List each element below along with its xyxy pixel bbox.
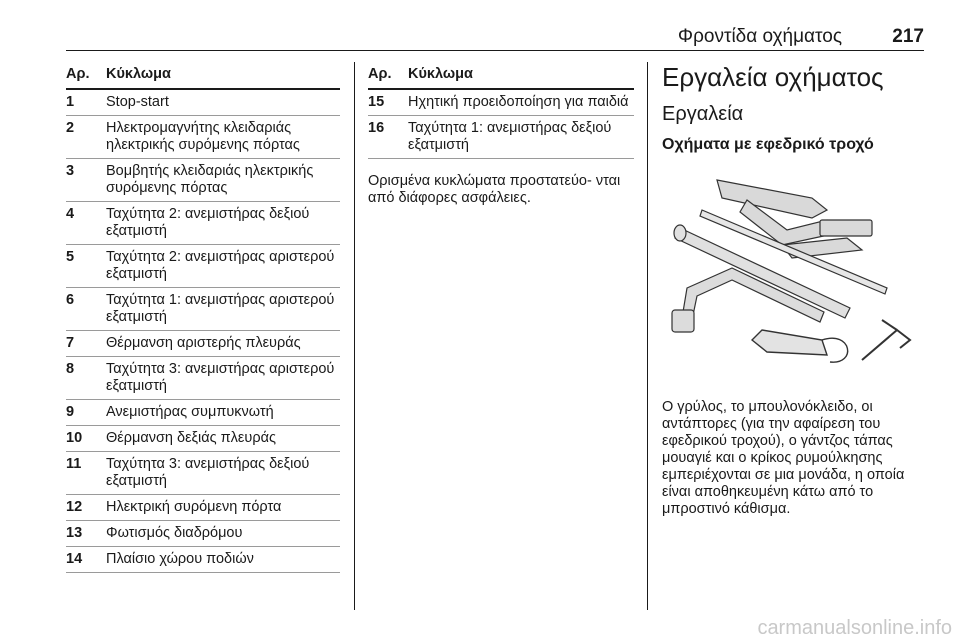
- fuse-number: 5: [66, 249, 75, 265]
- table-row: [66, 495, 340, 521]
- fuse-number: 11: [66, 456, 82, 472]
- circuit-description: Θέρμανση αριστερής πλευράς: [106, 335, 301, 351]
- table-header: [66, 66, 340, 90]
- circuit-description: Stop-start: [106, 94, 169, 110]
- circuit-description: Ηλεκτρική συρόμενη πόρτα: [106, 499, 282, 515]
- table-row: [66, 521, 340, 547]
- fuse-number: 10: [66, 430, 83, 446]
- fuse-number: 14: [66, 551, 83, 567]
- page-header: [66, 26, 924, 51]
- circuit-description: Θέρμανση δεξιάς πλευράς: [106, 430, 276, 446]
- circuit-description: Ταχύτητα 3: ανεμιστήρας δεξιού εξατμιστή: [106, 456, 310, 489]
- fuse-number: 4: [66, 206, 75, 222]
- table-row: [66, 90, 340, 116]
- fuse-number: 3: [66, 163, 75, 179]
- table-row: [66, 331, 340, 357]
- fuse-number: 16: [368, 120, 385, 136]
- circuit-description: Φωτισμός διαδρόμου: [106, 525, 243, 541]
- circuit-description: Ταχύτητα 3: ανεμιστήρας αριστερού εξατμιστή: [106, 361, 335, 394]
- table-row: [66, 426, 340, 452]
- circuit-description: Ηχητική προειδοποίηση για παιδιά: [408, 94, 629, 110]
- fuse-number: 7: [66, 335, 75, 351]
- col-header-circuit: Κύκλωμα: [106, 66, 171, 82]
- vehicle-tools-illustration: [662, 170, 924, 380]
- section-title: Εργαλεία οχήματος: [662, 62, 884, 92]
- table-row: [66, 452, 340, 495]
- tools-section: [662, 62, 924, 518]
- column-divider-2: [647, 62, 648, 610]
- page-number: 217: [892, 26, 924, 47]
- fuse-note: Ορισμένα κυκλώματα προστατεύο- νται από διάφορες ασφάλειες.: [368, 173, 621, 206]
- table-row: [368, 116, 634, 159]
- col-header-circuit: Κύκλωμα: [408, 66, 473, 82]
- circuit-description: Πλαίσιο χώρου ποδιών: [106, 551, 254, 567]
- col-header-num: Αρ.: [66, 66, 90, 82]
- table-row: [66, 116, 340, 159]
- table-row: [66, 357, 340, 400]
- watermark: carmanualsonline.info: [757, 617, 952, 639]
- circuit-description: Ταχύτητα 2: ανεμιστήρας αριστερού εξατμιστή: [106, 249, 335, 282]
- table-header: [368, 66, 634, 90]
- section-subsubtitle: Οχήματα με εφεδρικό τροχό: [662, 136, 874, 153]
- section-subtitle: Εργαλεία: [662, 103, 744, 125]
- table-row: [66, 159, 340, 202]
- circuit-description: Ταχύτητα 1: ανεμιστήρας αριστερού εξατμιστή: [106, 292, 335, 325]
- fuse-number: 2: [66, 120, 75, 136]
- tools-caption: Ο γρύλος, το μπουλονόκλειδο, οι αντάπτορες (για την αφαίρεση του εφεδρικού τροχού), ο γάντζος τάπας μουαγιέ και ο κρίκος ρυμούλκησης εμπεριέχονται σε μια μονάδα, η οποία είναι αποθηκευμένη κάτω από το μπροστινό κάθισμα.: [662, 399, 905, 517]
- table-row: [66, 547, 340, 573]
- fuse-number: 15: [368, 94, 385, 110]
- circuit-description: Ηλεκτρομαγνήτης κλειδαριάς ηλεκτρικής συρόμενης πόρτας: [106, 120, 300, 153]
- circuit-description: Ταχύτητα 1: ανεμιστήρας δεξιού εξατμιστή: [408, 120, 612, 153]
- fuse-number: 8: [66, 361, 75, 377]
- fuse-number: 9: [66, 404, 75, 420]
- fuse-number: 6: [66, 292, 75, 308]
- table-row: [66, 245, 340, 288]
- fuse-table-2: [368, 66, 634, 207]
- fuse-number: 1: [66, 94, 75, 110]
- fuse-number: 12: [66, 499, 83, 515]
- fuse-number: 13: [66, 525, 83, 541]
- circuit-description: Ανεμιστήρας συμπυκνωτή: [106, 404, 274, 420]
- circuit-description: Βομβητής κλειδαριάς ηλεκτρικής συρόμενης πόρτας: [106, 163, 314, 196]
- column-divider-1: [354, 62, 355, 610]
- table-row: [66, 288, 340, 331]
- header-title: Φροντίδα οχήματος: [677, 26, 842, 47]
- col-header-num: Αρ.: [368, 66, 392, 82]
- fuse-table-1: [66, 66, 340, 573]
- table-row: [368, 90, 634, 116]
- table-row: [66, 400, 340, 426]
- circuit-description: Ταχύτητα 2: ανεμιστήρας δεξιού εξατμιστή: [106, 206, 310, 239]
- table-row: [66, 202, 340, 245]
